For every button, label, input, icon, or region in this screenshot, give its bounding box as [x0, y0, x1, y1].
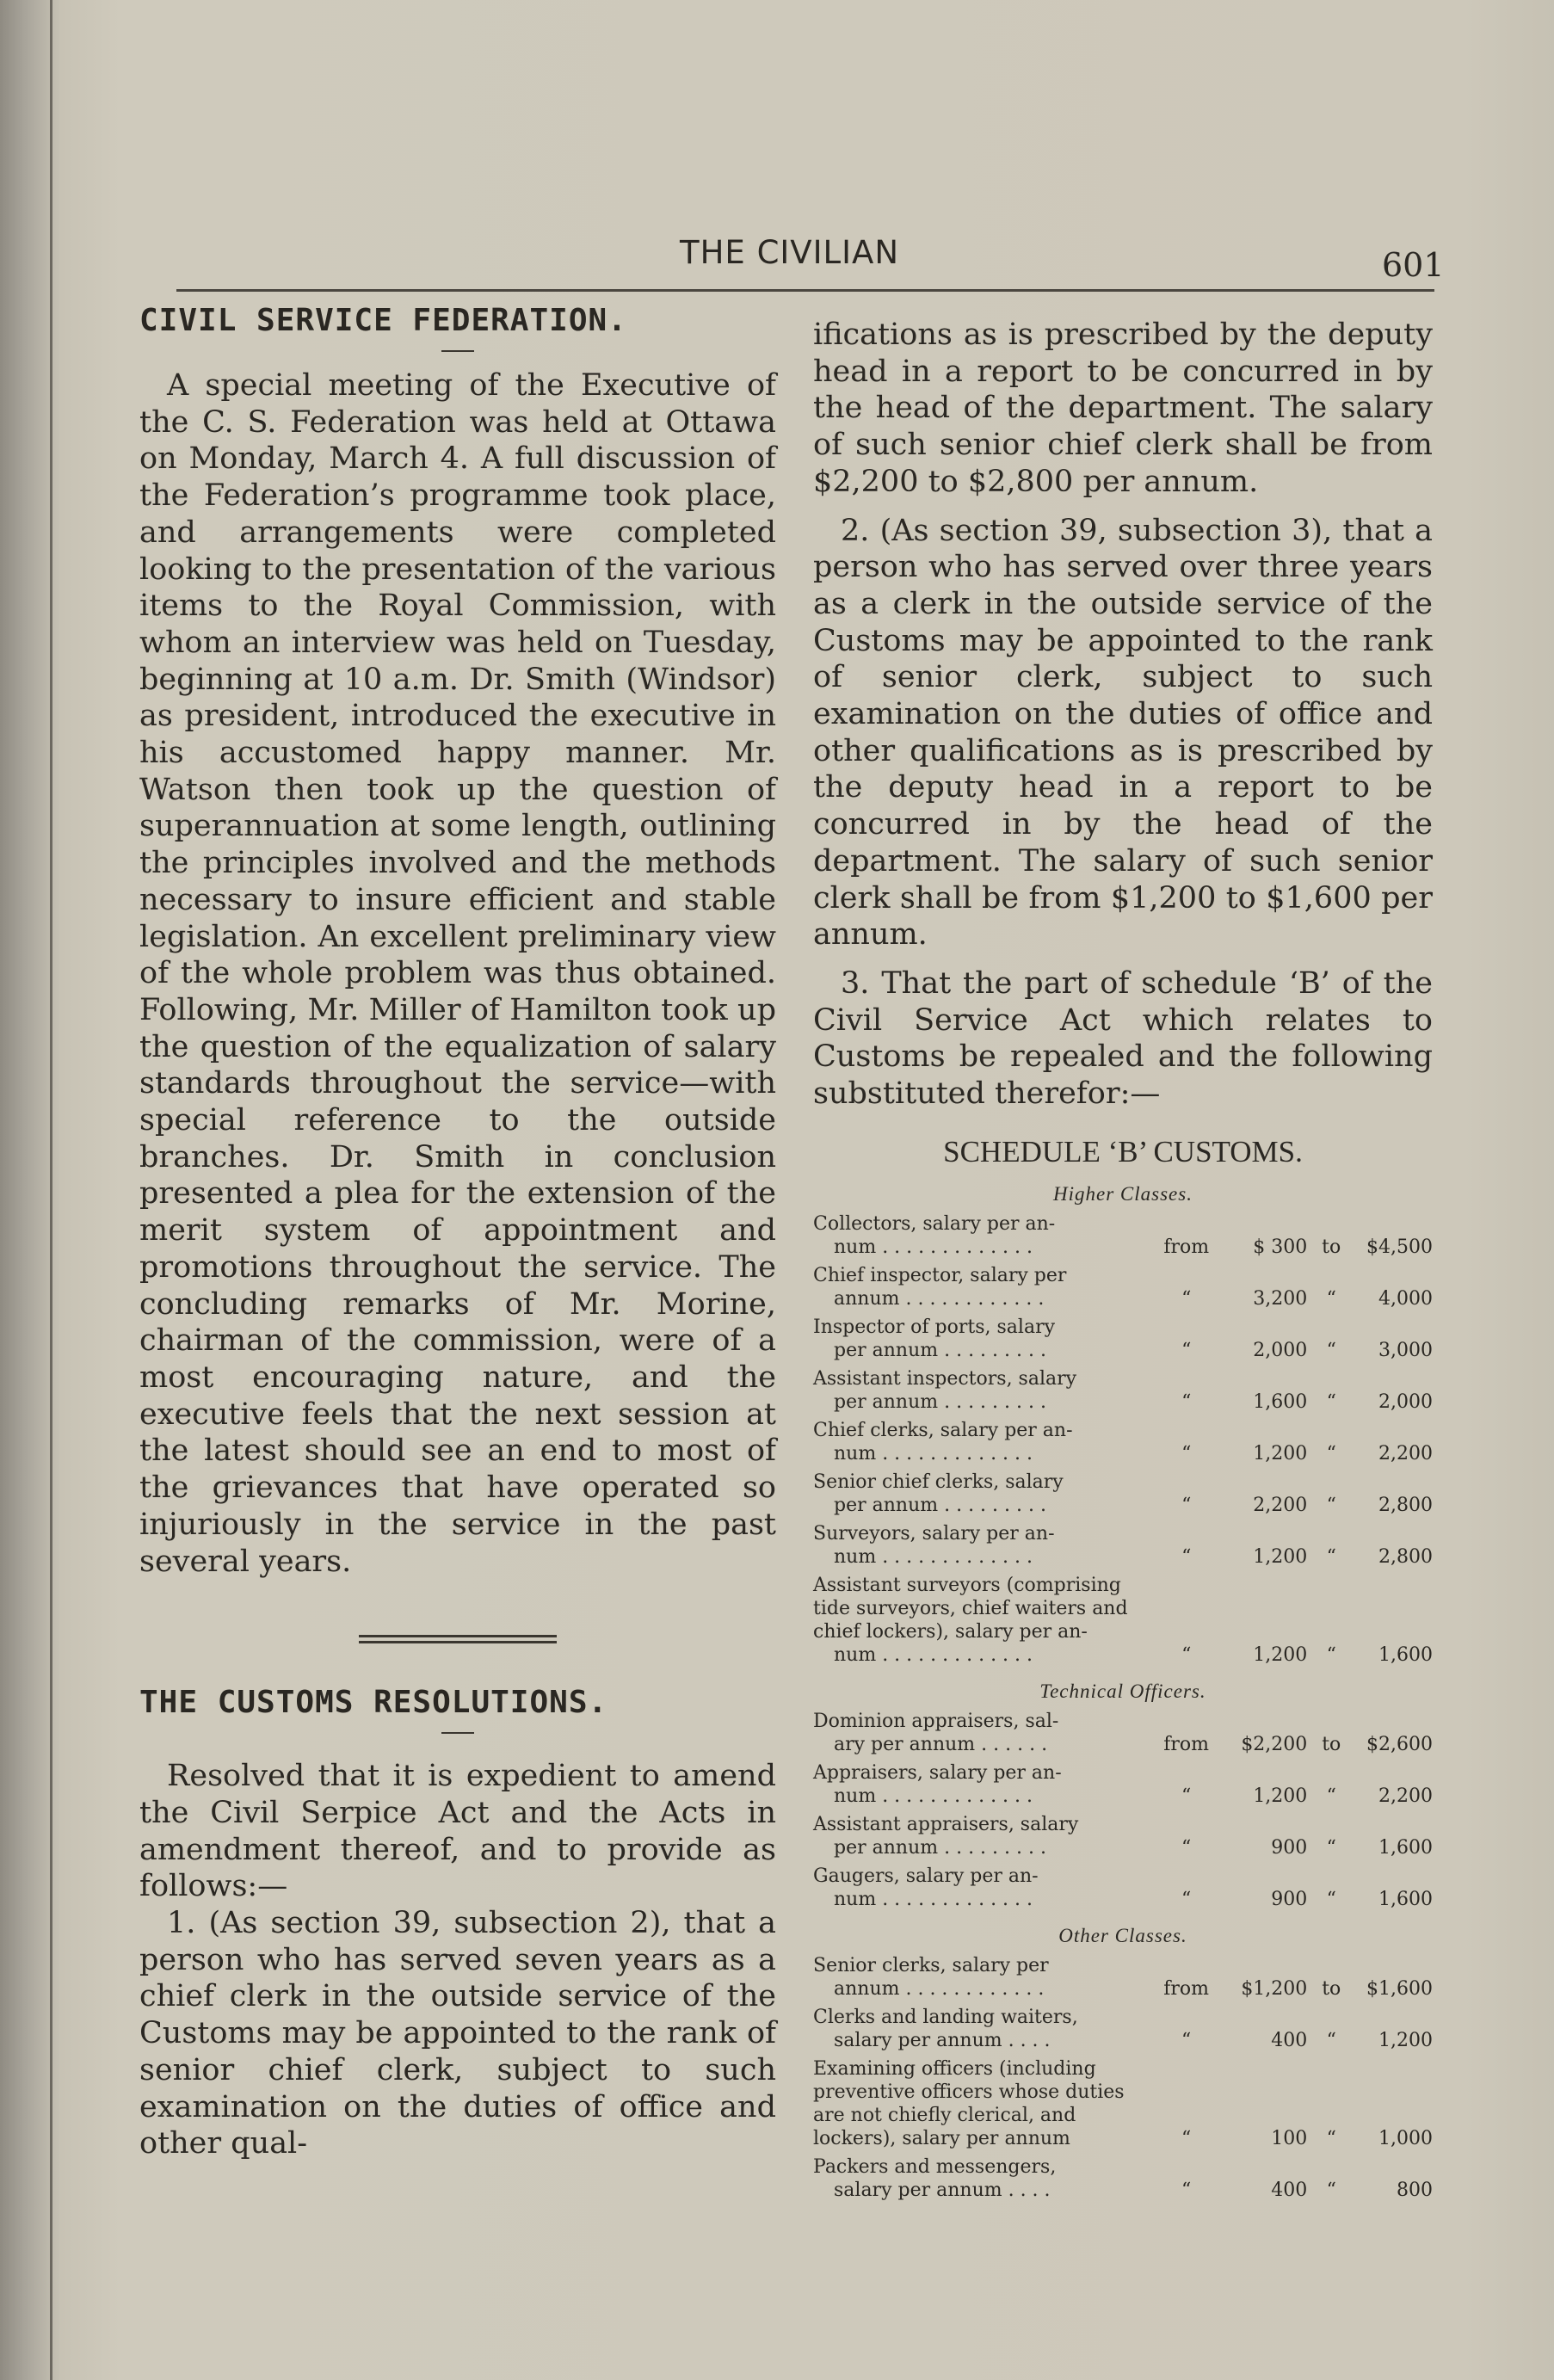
federation-paragraph: A special meeting of the Executive of the C. S. Federation was held at Ottawa on Monday, March 4. A full discussion of the Federation’s programme took place, and arrangements were completed looking to the presentation of the various items to the Royal Commission, with whom an interview was held on Tuesday, beginning at 10 a.m. Dr. Smith (Windsor) as president, introduced the executive in his accustomed happy manner. Mr. Watson then took up the question of superannuation at some length, outlining the principles involved and the methods necessary to insure efficient and stable legislation. An excellent preliminary view of the whole problem was thus obtained. Following, Mr. Miller of Hamilton took up the question of the equalization of salary standards throughout the service—with special reference to the outside branches. Dr. Smith in conclusion presented a plea for the extension of the merit system of appointment and promotions throughout the service. The concluding remarks of Mr. Morine, chairman of the commission, were of a most encouraging nature, and the executive feels that the next session at the latest should see an end to most of the grievances that have operated so injuriously in the service in the past several years. [139, 368, 776, 1579]
customs-heading: THE CUSTOMS RESOLUTIONS. [139, 1685, 608, 1721]
row-desc-cont: per annum . . . . . . . . . [834, 1836, 1046, 1859]
row-min: 900 [1271, 1888, 1308, 1910]
row-from: “ [1181, 1339, 1192, 1361]
row-desc: Appraisers, salary per an- [813, 1761, 1062, 1784]
row-max: 2,800 [1378, 1545, 1433, 1568]
row-min: 3,200 [1253, 1287, 1308, 1310]
row-max: 1,000 [1378, 2127, 1433, 2149]
row-desc-cont: annum . . . . . . . . . . . . [834, 1287, 1045, 1310]
row-to: “ [1326, 1545, 1336, 1568]
row-min: 1,200 [1253, 1442, 1308, 1464]
row-desc: Collectors, salary per an- [813, 1212, 1056, 1235]
row-to: “ [1326, 1339, 1336, 1361]
row-to: “ [1326, 1836, 1336, 1859]
row-to: “ [1326, 1442, 1336, 1464]
row-from: “ [1181, 2179, 1192, 2201]
row-min: $2,200 [1241, 1733, 1308, 1755]
row-desc-cont: num . . . . . . . . . . . . . [834, 1888, 1033, 1910]
row-max: 800 [1397, 2179, 1433, 2201]
row-max: 4,000 [1378, 1287, 1433, 1310]
row-from: “ [1181, 2029, 1192, 2051]
row-max: $1,600 [1366, 1977, 1433, 2000]
row-to: “ [1326, 1287, 1336, 1310]
row-desc: Assistant appraisers, salary [813, 1813, 1079, 1835]
schedule-table-other [813, 1954, 1433, 2207]
row-min: 100 [1271, 2127, 1308, 2149]
row-to: “ [1326, 1785, 1336, 1807]
row-desc: Chief inspector, salary per [813, 1264, 1067, 1286]
row-min: 900 [1271, 1836, 1308, 1859]
row-desc: Assistant surveyors (comprising tide surveyors, chief waiters and chief lockers), salary per an- [813, 1574, 1128, 1643]
table-row [813, 1367, 1433, 1419]
row-min: $1,200 [1241, 1977, 1308, 2000]
row-max: 1,600 [1378, 1836, 1433, 1859]
group-heading-higher: Higher Classes. [1053, 1182, 1193, 1205]
table-row [813, 1419, 1433, 1471]
schedule-table-technical [813, 1710, 1433, 1916]
row-from: “ [1181, 1442, 1192, 1464]
row-desc: Gaugers, salary per an- [813, 1865, 1039, 1887]
row-min: 1,200 [1253, 1643, 1308, 1666]
table-row [813, 1813, 1433, 1865]
row-from: “ [1181, 2127, 1192, 2149]
table-row [813, 1212, 1433, 1264]
table-row [813, 1710, 1433, 1761]
row-desc: Chief clerks, salary per an- [813, 1419, 1073, 1441]
customs-item-1: 1. (As section 39, subsection 2), that a person who has served seven years as a chief clerk in the outside service of the Customs may be appointed to the rank of senior chief clerk, subject to such examination on the duties of office and other qual- [139, 1906, 776, 2161]
row-from: from [1163, 1733, 1209, 1755]
row-max: 1,600 [1378, 1888, 1433, 1910]
row-desc-cont: num . . . . . . . . . . . . . [834, 1785, 1033, 1807]
row-max: 2,200 [1378, 1442, 1433, 1464]
row-to: to [1322, 1977, 1341, 2000]
row-max: $2,600 [1366, 1733, 1433, 1755]
row-to: “ [1326, 1494, 1336, 1516]
row-to: to [1322, 1733, 1341, 1755]
row-min: 400 [1271, 2179, 1308, 2201]
row-desc: Dominion appraisers, sal- [813, 1710, 1059, 1732]
row-to: to [1322, 1236, 1341, 1258]
section-divider [359, 1635, 557, 1643]
customs-item-1-continued: ifications as is prescribed by the deputy head in a report to be concurred in by the head of the department. The salary of such senior chief clerk shall be from $2,200 to $2,800 per annum. [813, 318, 1433, 499]
table-row [813, 1522, 1433, 1574]
table-row [813, 1264, 1433, 1316]
table-row [813, 2057, 1433, 2155]
customs-item-3: 3. That the part of schedule ‘B’ of the Civil Service Act which relates to Customs be repealed and the following substituted therefor:— [813, 965, 1433, 1112]
row-to: “ [1326, 2127, 1336, 2149]
row-desc: Assistant inspectors, salary [813, 1367, 1077, 1390]
page-number: 601 [1382, 246, 1445, 284]
table-row [813, 1761, 1433, 1813]
row-desc: Clerks and landing waiters, [813, 2006, 1078, 2028]
customs-intro: Resolved that it is expedient to amend the Civil Serpice Act and the Acts in amendment thereof, and to provide as follows:— [139, 1759, 776, 1904]
row-max: 2,000 [1378, 1390, 1433, 1413]
row-max: 1,600 [1378, 1643, 1433, 1666]
table-row [813, 2006, 1433, 2057]
row-max: 2,800 [1378, 1494, 1433, 1516]
row-desc: Senior chief clerks, salary [813, 1471, 1064, 1493]
row-min: 400 [1271, 2029, 1308, 2051]
row-from: “ [1181, 1545, 1192, 1568]
federation-heading: CIVIL SERVICE FEDERATION. [139, 303, 627, 338]
heading-dash [441, 1732, 474, 1734]
group-heading-technical: Technical Officers. [1039, 1680, 1206, 1702]
running-header-title: THE CIVILIAN [680, 234, 900, 271]
customs-item-2: 2. (As section 39, subsection 3), that a person who has served over three years as a clerk in the outside service of the Customs may be appointed to the rank of senior clerk, subject to such examination on the duties of office and other qualifications as is prescribed by the deputy head in a report to be concurred in by the head of the department. The salary of such senior clerk shall be from $1,200 to $1,600 per annum. [813, 513, 1433, 953]
row-min: 1,600 [1253, 1390, 1308, 1413]
row-min: 1,200 [1253, 1785, 1308, 1807]
row-desc-cont: per annum . . . . . . . . . [834, 1339, 1046, 1361]
row-min: $ 300 [1253, 1236, 1308, 1258]
row-to: “ [1326, 1390, 1336, 1413]
row-desc: Inspector of ports, salary [813, 1316, 1056, 1338]
table-row [813, 1954, 1433, 2006]
page-spine-shadow [50, 0, 52, 2380]
row-desc-cont: num . . . . . . . . . . . . . [834, 1442, 1033, 1464]
row-to: “ [1326, 1643, 1336, 1666]
row-desc-cont: per annum . . . . . . . . . [834, 1494, 1046, 1516]
row-to: “ [1326, 2179, 1336, 2201]
table-row [813, 1865, 1433, 1916]
row-from: from [1163, 1977, 1210, 2000]
row-max: 1,200 [1378, 2029, 1433, 2051]
row-to: “ [1326, 2029, 1336, 2051]
row-desc: Surveyors, salary per an- [813, 1522, 1055, 1545]
row-desc-cont: num . . . . . . . . . . . . . [834, 1545, 1033, 1568]
row-desc-cont: salary per annum . . . . [834, 2029, 1051, 2051]
row-from: “ [1181, 1785, 1192, 1807]
left-column [139, 303, 776, 2162]
header-rule [176, 289, 1434, 292]
row-desc-cont: ary per annum . . . . . . [834, 1733, 1048, 1755]
row-min: 2,200 [1253, 1494, 1308, 1516]
row-min: 1,200 [1253, 1545, 1308, 1568]
row-desc: Packers and messengers, [813, 2155, 1057, 2178]
row-from: “ [1181, 1836, 1192, 1859]
row-desc-cont: salary per annum . . . . [834, 2179, 1051, 2201]
row-desc-cont: num . . . . . . . . . . . . . [834, 1643, 1033, 1666]
row-from: “ [1181, 1390, 1192, 1413]
right-column [813, 317, 1433, 2207]
row-from: “ [1181, 1888, 1192, 1910]
table-row [813, 1316, 1433, 1367]
row-from: from [1163, 1236, 1210, 1258]
table-row [813, 1471, 1433, 1522]
row-from: “ [1181, 1494, 1192, 1516]
row-desc-cont: annum . . . . . . . . . . . . [834, 1977, 1045, 2000]
row-max: 2,200 [1378, 1785, 1433, 1807]
row-desc-cont: num . . . . . . . . . . . . . [834, 1236, 1033, 1258]
row-desc: Senior clerks, salary per [813, 1954, 1049, 1976]
row-min: 2,000 [1253, 1339, 1308, 1361]
heading-dash [441, 350, 474, 352]
row-to: “ [1326, 1888, 1336, 1910]
schedule-table-higher [813, 1212, 1433, 1672]
row-max: $4,500 [1366, 1236, 1433, 1258]
row-from: “ [1181, 1643, 1192, 1666]
table-row [813, 1574, 1433, 1672]
row-desc-cont: per annum . . . . . . . . . [834, 1390, 1046, 1413]
schedule-title: SCHEDULE ‘B’ CUSTOMS. [943, 1134, 1303, 1168]
row-desc: Examining officers (including preventive officers whose duties are not chiefly clerical, and lockers), salary per annum [813, 2057, 1125, 2149]
table-row [813, 2155, 1433, 2207]
row-max: 3,000 [1378, 1339, 1433, 1361]
row-from: “ [1181, 1287, 1192, 1310]
group-heading-other: Other Classes. [1058, 1924, 1187, 1946]
